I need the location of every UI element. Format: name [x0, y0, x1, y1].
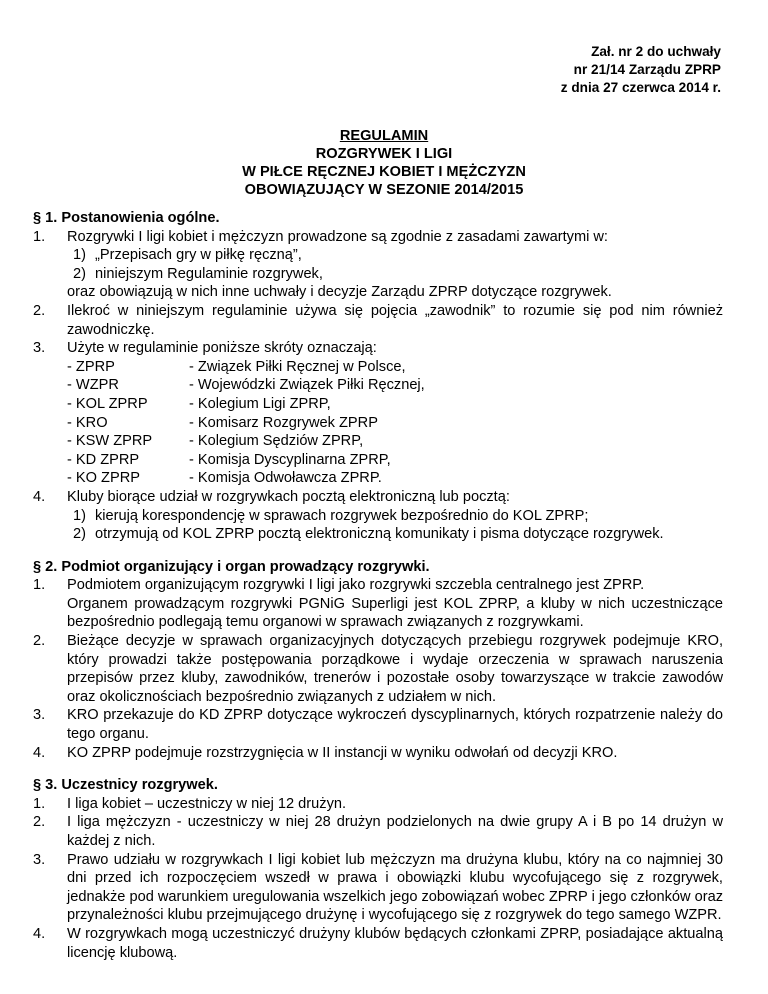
- abbreviation-key: - ZPRP: [67, 358, 115, 375]
- subitem-text: niniejszym Regulaminie rozgrywek,: [95, 265, 323, 282]
- subitem-text: kierują korespondencję w sprawach rozgrywek bezpośrednio do KOL ZPRP;: [95, 507, 589, 524]
- resolution-date-line: z dnia 27 czerwca 2014 r.: [560, 80, 721, 95]
- subitem-number: 1): [73, 247, 86, 264]
- abbreviation-key: - WZPR: [67, 377, 119, 394]
- s1-subitem-1: [67, 246, 723, 265]
- s2-item-2: [33, 632, 723, 706]
- abbreviation-value: - Komisarz Rozgrywek ZPRP: [189, 414, 378, 431]
- abbreviation-row: [67, 376, 723, 395]
- section-1-heading: § 1. Postanowienia ogólne.: [33, 210, 220, 226]
- item-number: 3.: [33, 340, 46, 357]
- s1-item-4: [33, 488, 723, 507]
- s3-item-3: [33, 851, 723, 925]
- s2-item-4: [33, 744, 723, 763]
- resolution-number-line: nr 21/14 Zarządu ZPRP: [573, 62, 721, 77]
- item-number: 2.: [33, 633, 46, 650]
- abbreviation-value: - Komisja Dyscyplinarna ZPRP,: [189, 451, 391, 468]
- item-text: I liga kobiet – uczestniczy w niej 12 drużyn.: [67, 795, 347, 812]
- abbreviation-key: - KSW ZPRP: [67, 433, 153, 450]
- item-text: Prawo udziału w rozgrywkach I ligi kobiet lub mężczyzn ma drużyna klubu, który na co najmniej 30 dni przed ich rozpoczęciem wszedł w prawa i obowiązki klubu wycofującego się z rozgrywek, jednakże pod warunkiem uregulowania wszelkich jego zobowiązań wobec ZPRP i jego członków oraz przynależności klubu przejmującego drużynę i wycofującego się z rozgrywek do tego samego WZPR.: [67, 851, 723, 924]
- s1-item-1: [33, 228, 723, 247]
- item-number: 1.: [33, 228, 46, 245]
- abbreviation-key: - KOL ZPRP: [67, 395, 148, 412]
- attachment-line: Zał. nr 2 do uchwały: [591, 44, 721, 59]
- abbreviation-key: - KRO: [67, 414, 108, 431]
- subitem-text: otrzymują od KOL ZPRP pocztą elektroniczną komunikaty i pisma dotyczące rozgrywek.: [95, 526, 664, 543]
- item-text: Użyte w regulaminie poniższe skróty oznaczają:: [67, 340, 377, 357]
- s2-item-1-continuation: Organem prowadzącym rozgrywki PGNiG Superligi jest KOL ZPRP, a kluby w nich uczestniczące bezpośrednio podlegają temu organowi w sprawach związanych z rozgrywkami.: [67, 595, 723, 631]
- s3-item-2: [33, 813, 723, 850]
- resolution-reference: [561, 43, 721, 97]
- abbreviation-key: - KD ZPRP: [67, 451, 140, 468]
- item-text: W rozgrywkach mogą uczestniczyć drużyny klubów będących członkami ZPRP, posiadające aktualną licencję klubową.: [67, 925, 723, 961]
- abbreviation-value: - Wojewódzki Związek Piłki Ręcznej,: [189, 377, 425, 394]
- section-2-heading: § 2. Podmiot organizujący i organ prowadzący rozgrywki.: [33, 558, 430, 575]
- subitem-text: „Przepisach gry w piłkę ręczną”,: [95, 247, 302, 264]
- s1-item-3: [33, 339, 723, 358]
- abbreviation-row: [67, 414, 723, 433]
- abbreviation-value: - Kolegium Ligi ZPRP,: [189, 395, 331, 412]
- s1-subitem-2: [67, 265, 723, 284]
- item-number: 4.: [33, 925, 46, 942]
- abbreviation-row: [67, 358, 723, 377]
- title-line-3: W PIŁCE RĘCZNEJ KOBIET I MĘŻCZYZN: [242, 164, 526, 180]
- item-number: 4.: [33, 744, 46, 761]
- document-body: [33, 209, 723, 962]
- item-text: Podmiotem organizującym rozgrywki I ligi jako rozgrywki szczebla centralnego jest ZPRP.: [67, 577, 645, 594]
- subitem-number: 2): [73, 526, 86, 543]
- title-line-2: ROZGRYWEK I LIGI: [315, 146, 453, 162]
- s2-item-1: [33, 576, 723, 595]
- item-text: KO ZPRP podejmuje rozstrzygnięcia w II instancji w wyniku odwołań od decyzji KRO.: [67, 744, 618, 761]
- abbreviation-value: - Związek Piłki Ręcznej w Polsce,: [189, 358, 406, 375]
- item-text: Kluby biorące udział w rozgrywkach pocztą elektroniczną lub pocztą:: [67, 488, 510, 505]
- item-number: 1.: [33, 795, 46, 812]
- section-3-heading: § 3. Uczestnicy rozgrywek.: [33, 777, 218, 794]
- document-title: [0, 127, 768, 199]
- s3-item-4: [33, 925, 723, 962]
- item-number: 2.: [33, 302, 46, 319]
- s1-item-4-subitem-1: [67, 507, 723, 526]
- subitem-number: 1): [73, 507, 86, 524]
- abbreviation-row: [67, 432, 723, 451]
- item-number: 1.: [33, 577, 46, 594]
- item-number: 3.: [33, 707, 46, 724]
- abbreviation-row: [67, 395, 723, 414]
- title-line-4: OBOWIĄZUJĄCY W SEZONIE 2014/2015: [244, 182, 524, 198]
- abbreviation-row: [67, 469, 723, 488]
- abbreviation-value: - Komisja Odwoławcza ZPRP.: [189, 470, 382, 487]
- abbreviation-list: [33, 358, 723, 488]
- abbreviation-key: - KO ZPRP: [67, 470, 140, 487]
- item-number: 4.: [33, 488, 46, 505]
- s1-item-4-sublist: [33, 507, 723, 544]
- subitem-number: 2): [73, 265, 86, 282]
- s1-item-1-sublist: [33, 246, 723, 302]
- abbreviation-row: [67, 451, 723, 470]
- item-text: Rozgrywki I ligi kobiet i mężczyzn prowadzone są zgodnie z zasadami zawartymi w:: [67, 228, 608, 245]
- s3-item-1: [33, 795, 723, 814]
- item-number: 3.: [33, 851, 46, 868]
- item-text: I liga mężczyzn - uczestniczy w niej 28 drużyn podzielonych na dwie grupy A i B po 14 drużyn w każdej z nich.: [67, 814, 723, 849]
- s2-item-3: [33, 706, 723, 743]
- item-text: Bieżące decyzje w sprawach organizacyjnych dotyczących przebiegu rozgrywek podejmuje KRO, który prowadzi także postępowania porządkowe i wydaje orzeczenia w sprawach naruszenia przepisów przez kluby, zawodników, trenerów i pozostałe osoby towarzyszące w trakcie zawodów oraz okolicznościach bezpośrednio związanych z udziałem w nich.: [67, 633, 723, 705]
- item-text: KRO przekazuje do KD ZPRP dotyczące wykroczeń dyscyplinarnych, których rozpatrzenie należy do tego organu.: [67, 707, 723, 743]
- title-line-1: REGULAMIN: [339, 128, 429, 144]
- abbreviation-value: - Kolegium Sędziów ZPRP,: [189, 433, 364, 450]
- item-text: Ilekroć w niniejszym regulaminie używa się pojęcia „zawodnik” to rozumie się pod nim również zawodniczkę.: [67, 302, 723, 338]
- s1-item-1-closing: oraz obowiązują w nich inne uchwały i decyzje Zarządu ZPRP dotyczące rozgrywek.: [67, 284, 612, 301]
- s1-item-4-subitem-2: [67, 525, 723, 544]
- item-number: 2.: [33, 814, 46, 831]
- s1-item-2: [33, 302, 723, 339]
